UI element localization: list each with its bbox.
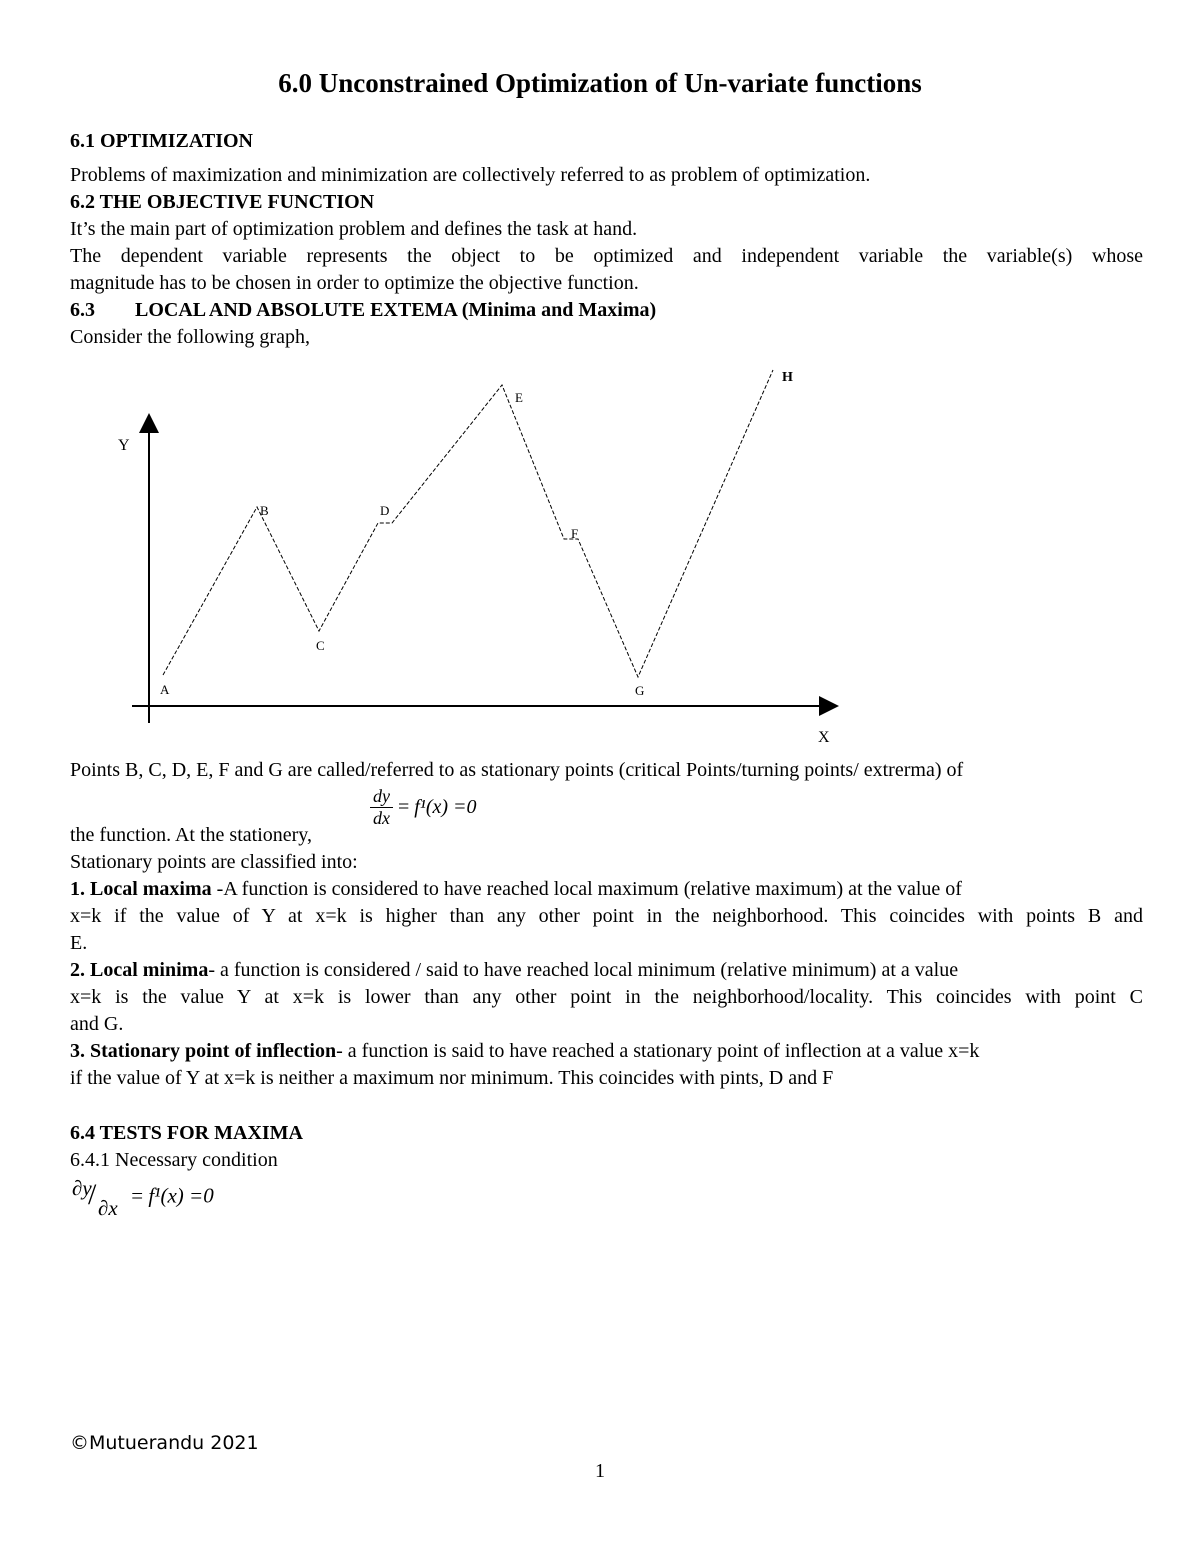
- point-label-c: C: [316, 638, 325, 653]
- item-2-text-a: - a function is considered / said to have reached local minimum (relative minimum) at a value: [208, 959, 959, 981]
- stationary-line-2: the function. At the stationery,: [70, 824, 312, 846]
- item-1-line-b: x=k if the value of Y at x=k is higher than any other point in the neighborhood. This coincides with points B and: [70, 905, 1143, 927]
- heading-6-2: 6.2 THE OBJECTIVE FUNCTION: [70, 191, 375, 213]
- stationary-line-1: Points B, C, D, E, F and G are called/referred to as stationary points (critical Points/turning points/ extrerma) of: [70, 759, 964, 781]
- item-2-line-b: x=k is the value Y at x=k is lower than any other point in the neighborhood/locality. This coincides with point C: [70, 986, 1143, 1008]
- item-3-text-a: - a function is said to have reached a stationary point of inflection at a value x=k: [336, 1040, 980, 1062]
- partial-denominator: ∂x: [98, 1196, 118, 1220]
- function-curve: [163, 370, 773, 677]
- item-2-label: 2. Local minima: [70, 959, 209, 981]
- stationary-classify: Stationary points are classified into:: [70, 851, 358, 873]
- item-2-line-a: [70, 957, 1143, 984]
- point-label-f: F: [571, 526, 579, 541]
- point-label-e: E: [515, 390, 523, 405]
- point-label-g: G: [635, 683, 645, 698]
- item-3-line-b: if the value of Y at x=k is neither a maximum nor minimum. This coincides with pints, D and F: [70, 1067, 834, 1089]
- partial-numerator: ∂y: [72, 1176, 92, 1200]
- subheading-6-4-1: 6.4.1 Necessary condition: [70, 1149, 278, 1171]
- partial-derivative: ∂y / ∂x: [72, 1176, 118, 1220]
- item-1-line-c: E.: [70, 932, 88, 954]
- graph-intro: Consider the following graph,: [70, 326, 310, 348]
- partial-rhs: f¹(x) =0: [148, 1183, 214, 1208]
- item-3-line-a: [70, 1038, 1143, 1065]
- y-axis-label: Y: [118, 437, 130, 454]
- heading-6-1: 6.1 OPTIMIZATION: [70, 130, 253, 152]
- paragraph-6-2-a: It’s the main part of optimization problem and defines the task at hand.: [70, 218, 638, 240]
- heading-6-3-number: 6.3: [70, 299, 95, 321]
- paragraph-6-2-c: magnitude has to be chosen in order to optimize the objective function.: [70, 272, 639, 294]
- page-title: 6.0 Unconstrained Optimization of Un-variate functions: [278, 68, 922, 98]
- point-label-b: B: [260, 503, 269, 518]
- point-label-h: H: [782, 370, 793, 385]
- copyright-footer: ©Mutuerandu 2021: [70, 1432, 259, 1454]
- point-label-a: A: [160, 682, 170, 697]
- heading-6-3: [70, 297, 1143, 324]
- necessary-condition-equation: ∂y / ∂x = f¹(x) =0: [72, 1176, 214, 1220]
- x-axis-label: X: [818, 729, 830, 746]
- item-1-line-a: [70, 876, 1143, 903]
- point-label-d: D: [380, 503, 390, 518]
- paragraph-6-1: Problems of maximization and minimization are collectively referred to as problem of optimization.: [70, 164, 871, 186]
- extrema-graph: [100, 355, 860, 755]
- item-1-label: 1. Local maxima: [70, 878, 212, 900]
- heading-6-3-text: LOCAL AND ABSOLUTE EXTEMA (Minima and Maxima): [135, 299, 657, 321]
- stationary-equation: $\frac{dy}{dx}$ = f¹(x) =0: [370, 786, 477, 829]
- item-1-text-a: -A function is considered to have reached local maximum (relative maximum) at the value of: [211, 878, 962, 900]
- heading-6-4: 6.4 TESTS FOR MAXIMA: [70, 1122, 303, 1144]
- derivative-denominator: dx: [373, 808, 390, 828]
- derivative-rhs: f¹(x) =0: [414, 796, 477, 818]
- item-3-label: 3. Stationary point of inflection: [70, 1040, 337, 1062]
- derivative-numerator: dy: [370, 786, 393, 808]
- paragraph-6-2-b: The dependent variable represents the object to be optimized and independent variable the variable(s) whose: [70, 245, 1143, 267]
- item-2-line-c: and G.: [70, 1013, 124, 1035]
- page-number: 1: [595, 1460, 605, 1482]
